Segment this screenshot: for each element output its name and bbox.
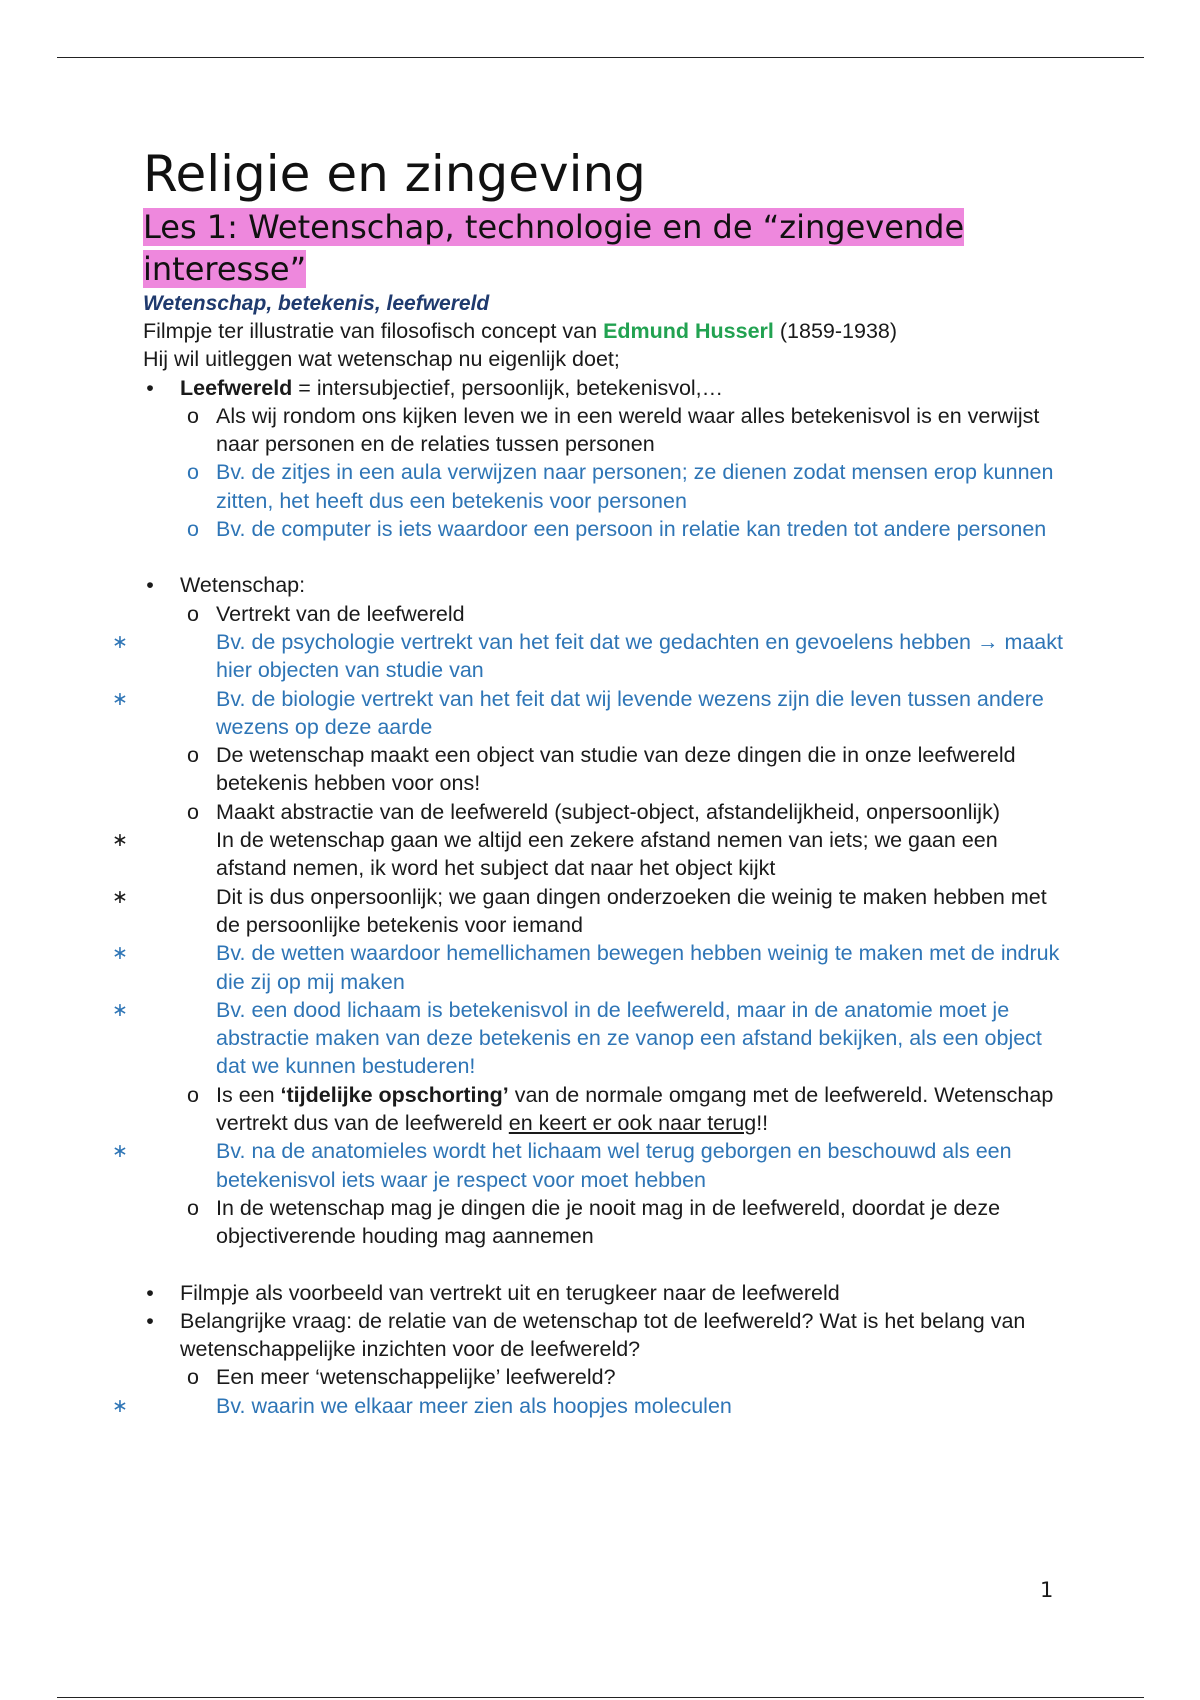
sublist-examples bbox=[112, 628, 1063, 741]
list-item bbox=[112, 798, 1063, 1081]
example-text: Bv. de biologie vertrekt van het feit dat wij levende wezens zijn die leven tussen andere wezens op deze aarde bbox=[216, 686, 1044, 739]
list-item-example bbox=[112, 1137, 1063, 1194]
section-subheading: Wetenschap, betekenis, leefwereld bbox=[143, 292, 490, 315]
list-item-text: Belangrijke vraag: de relatie van de wetenschap tot de leefwereld? Wat is het belang van wetenschappelijke inzichten voor de leefwereld? bbox=[180, 1308, 1026, 1362]
lesson-title bbox=[143, 206, 1063, 290]
star-glyph: ∗ bbox=[112, 830, 128, 852]
intro-line-2: Hij wil uitleggen wat wetenschap nu eigenlijk doet; bbox=[143, 347, 620, 372]
list-item bbox=[112, 1081, 1063, 1194]
example-text: Bv. de zitjes in een aula verwijzen naar personen; ze dienen zodat mensen erop kunnen zitten, het heeft dus een betekenis voor personen bbox=[216, 460, 1054, 513]
list-item-text: De wetenschap maakt een object van studie van deze dingen die in onze leefwereld betekenis hebben voor ons! bbox=[216, 743, 1016, 796]
sub-marker: o bbox=[187, 1195, 199, 1220]
list-item-example bbox=[143, 515, 1063, 543]
sub-marker: o bbox=[187, 460, 199, 485]
list-item bbox=[143, 741, 1063, 798]
bullet-list-wetenschap bbox=[112, 571, 1063, 1250]
example-text: Bv. na de anatomieles wordt het lichaam wel terug geborgen en beschouwd als een betekenisvol iets waar je respect voor moet hebben bbox=[216, 1139, 1012, 1192]
bullet-marker: • bbox=[146, 375, 154, 400]
sublist-examples bbox=[112, 1137, 1063, 1194]
list-item-text: Een meer ‘wetenschappelijke’ leefwereld? bbox=[216, 1365, 616, 1390]
lesson-title-highlight: Les 1: Wetenschap, technologie en de “zingevende interesse” bbox=[143, 208, 965, 288]
list-item-example bbox=[112, 1392, 1063, 1420]
header-rule bbox=[57, 57, 1144, 58]
star-glyph: ∗ bbox=[112, 631, 128, 653]
list-item bbox=[143, 402, 1063, 459]
list-item-text: Vertrekt van de leefwereld bbox=[216, 601, 465, 626]
intro-line-1 bbox=[143, 317, 1063, 345]
sub-marker: o bbox=[187, 1082, 199, 1107]
list-item-leefwereld bbox=[143, 374, 1063, 544]
list-item bbox=[112, 826, 1063, 883]
bullet-marker: • bbox=[146, 573, 154, 598]
list-item-wetenschap bbox=[112, 571, 1063, 1250]
list-item-example bbox=[112, 996, 1063, 1081]
star-glyph: ∗ bbox=[112, 688, 128, 710]
sublist-wetenschap bbox=[112, 600, 1063, 1251]
sublist-question bbox=[112, 1363, 1063, 1420]
document-body bbox=[112, 142, 1063, 1420]
list-item-text: In de wetenschap gaan we altijd een zekere afstand nemen van iets; we gaan een afstand nemen, ik word het subject dat naar het object kijkt bbox=[216, 828, 998, 881]
list-item-text: Maakt abstractie van de leefwereld (subject-object, afstandelijkheid, onpersoonlijk) bbox=[216, 799, 1000, 824]
list-item-example bbox=[112, 628, 1063, 685]
term-leefwereld: Leefwereld bbox=[180, 375, 293, 400]
page-number: 1 bbox=[1040, 1578, 1054, 1602]
example-text: Bv. waarin we elkaar meer zien als hoopjes moleculen bbox=[216, 1393, 732, 1418]
star-glyph: ∗ bbox=[112, 886, 128, 908]
sub-marker: o bbox=[187, 517, 199, 542]
list-item-text: Filmpje als voorbeeld van vertrekt uit en terugkeer naar de leefwereld bbox=[180, 1280, 840, 1305]
document-title: Religie en zingeving bbox=[143, 145, 646, 203]
list-item-text: Als wij rondom ons kijken leven we in een wereld waar alles betekenisvol is en verwijst naar personen en de relaties tussen personen bbox=[216, 403, 1040, 457]
intro-text: Filmpje ter illustratie van filosofisch concept van bbox=[143, 319, 604, 343]
term-opschorting: ‘tijdelijke opschorting’ bbox=[280, 1082, 509, 1107]
bullet-list-closing bbox=[112, 1279, 1063, 1420]
husserl-name: Edmund Husserl bbox=[603, 319, 774, 343]
example-text: Bv. de wetten waardoor hemellichamen bewegen hebben weinig te maken met de indruk die zij op mij maken bbox=[216, 941, 1060, 994]
sub-marker: o bbox=[187, 799, 199, 824]
sub-marker: o bbox=[187, 403, 199, 428]
list-item bbox=[143, 1194, 1063, 1251]
intro-years: (1859-1938) bbox=[773, 319, 898, 343]
bullet-marker: • bbox=[146, 1280, 154, 1305]
sub-marker: o bbox=[187, 743, 199, 768]
example-text: Bv. de computer is iets waardoor een persoon in relatie kan treden tot andere personen bbox=[216, 517, 1047, 542]
sub-marker: o bbox=[187, 1365, 199, 1390]
spacer bbox=[143, 1251, 1063, 1279]
bullet-list-leefwereld bbox=[143, 374, 1063, 544]
underlined-text: en keert er ook naar terug bbox=[508, 1111, 757, 1136]
list-item-example bbox=[112, 685, 1063, 742]
sublist-abstractie bbox=[112, 826, 1063, 1081]
list-item-example bbox=[143, 458, 1063, 515]
list-item-example bbox=[112, 939, 1063, 996]
star-glyph: ∗ bbox=[112, 1395, 128, 1417]
example-text: Bv. de psychologie vertrekt van het feit dat we gedachten en gevoelens hebben → maakt hier objecten van studie van bbox=[216, 629, 1063, 683]
spacer bbox=[143, 543, 1063, 571]
star-glyph: ∗ bbox=[112, 943, 128, 965]
sublist-leefwereld bbox=[180, 402, 1063, 543]
exclamation-text: !! bbox=[756, 1111, 769, 1136]
list-item-text: Dit is dus onpersoonlijk; we gaan dingen onderzoeken die weinig te maken hebben met de persoonlijke betekenis voor iemand bbox=[216, 884, 1047, 937]
list-item bbox=[143, 1279, 1063, 1307]
sublist-examples bbox=[112, 1392, 1063, 1420]
list-item bbox=[112, 883, 1063, 940]
list-item bbox=[112, 1307, 1063, 1420]
sub-marker: o bbox=[187, 601, 199, 626]
list-item-text: van de normale omgang met de leefwereld. Wetenschap vertrekt dus van de leefwereld bbox=[216, 1082, 1054, 1136]
list-item-text: Is een bbox=[216, 1082, 281, 1107]
example-text: Bv. een dood lichaam is betekenisvol in de leefwereld, maar in de anatomie moet je abstractie maken van deze betekenis en ze vanop een afstand bekijken, als een object dat we kunnen bestuderen! bbox=[216, 997, 1042, 1079]
leefwereld-definition: = intersubjectief, persoonlijk, betekenisvol,… bbox=[292, 375, 724, 400]
star-glyph: ∗ bbox=[112, 999, 128, 1021]
list-item bbox=[112, 1363, 1063, 1420]
bullet-marker: • bbox=[146, 1308, 154, 1333]
list-item bbox=[112, 600, 1063, 741]
wetenschap-label: Wetenschap: bbox=[180, 573, 306, 598]
footer-rule bbox=[57, 1697, 1144, 1698]
list-item-text: In de wetenschap mag je dingen die je nooit mag in de leefwereld, doordat je deze objectiverende houding mag aannemen bbox=[216, 1195, 1001, 1249]
star-glyph: ∗ bbox=[112, 1141, 128, 1163]
